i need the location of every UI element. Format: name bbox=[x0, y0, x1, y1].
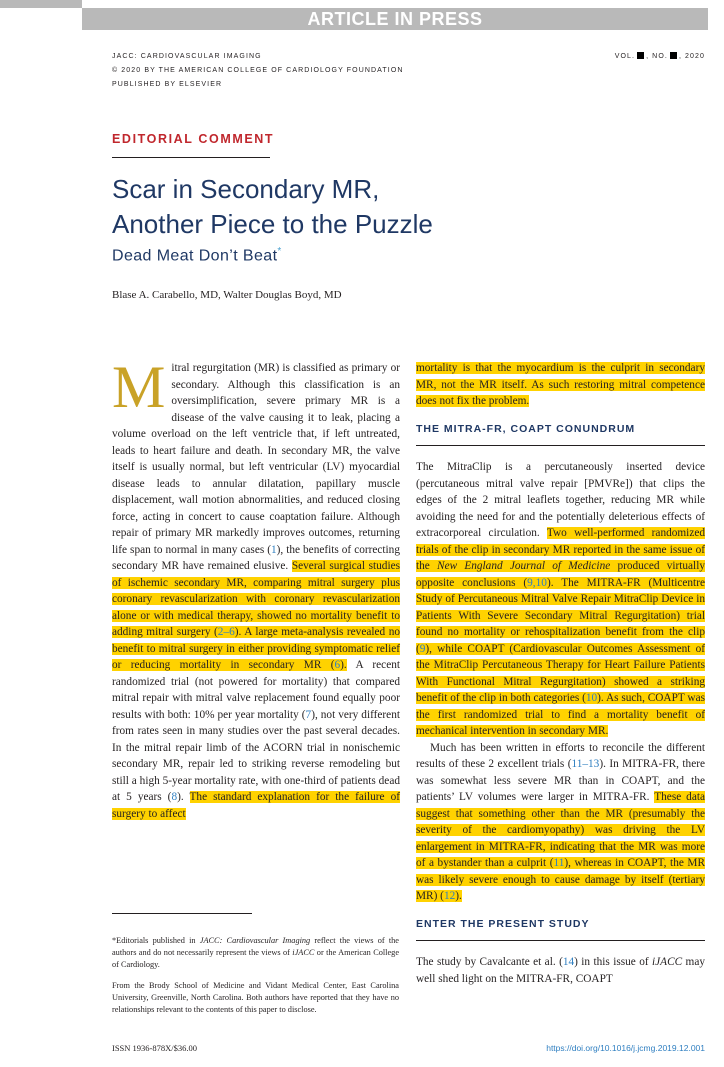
text-run: ). The MITRA-FR (Multicentre Study of Percutaneous Mitral Valve Repair MitraClip Device in Patients With Severe Secondary Mitral Regurgitation) trial found no mortality or rehospitalization benefit from the clip ( bbox=[416, 576, 705, 655]
reference-link[interactable]: 14 bbox=[562, 956, 575, 968]
text-run: ), whereas in COAPT, the MR was likely severe enough to cause damage by itself (tertiary MR) ( bbox=[416, 857, 705, 902]
journal-title: iJACC bbox=[652, 956, 683, 968]
volume-info bbox=[615, 50, 705, 64]
text-run: ). As such, COAPT was the first randomized trial to find a mortality benefit of mechanical intervention in secondary MR. bbox=[416, 692, 705, 737]
highlighted-text bbox=[416, 791, 705, 902]
banner-tab bbox=[0, 0, 82, 8]
year-label: , 2020 bbox=[678, 53, 705, 60]
journal-title: iJACC bbox=[292, 948, 315, 957]
text-run: ). bbox=[455, 890, 462, 902]
body-paragraph bbox=[416, 459, 705, 740]
footnote-divider bbox=[112, 913, 252, 914]
body-paragraph bbox=[416, 360, 705, 410]
text-run: may well shed light on the MITRA-FR, COAPT bbox=[416, 956, 705, 985]
highlighted-text: The standard explanation for the failure of surgery to affect bbox=[112, 791, 401, 820]
banner-text: ARTICLE IN PRESS bbox=[82, 8, 708, 30]
text-run: A recent randomized trial (not powered for mortality) that compared mitral repair with mitral valve replacement found equally poor results with both: 10% per year mortality ( bbox=[112, 659, 400, 721]
text-run: *Editorials published in bbox=[112, 936, 200, 945]
publisher-line: PUBLISHED BY ELSEVIER bbox=[112, 81, 223, 88]
no-label: , NO. bbox=[646, 53, 668, 60]
text-run: ), the benefits of correcting secondary MR have remained elusive. bbox=[112, 543, 400, 572]
text-run: produced virtually opposite conclusions ( bbox=[416, 560, 705, 589]
body-paragraph bbox=[416, 954, 705, 987]
footnote-affiliation: From the Brody School of Medicine and Vidant Medical Center, East Carolina University, Greenville, North Carolina. Both authors have reported that they have no relationships relevant to the contents of this paper to disclose. bbox=[112, 981, 399, 1014]
reference-link[interactable]: 2–6 bbox=[217, 626, 235, 638]
reference-link[interactable]: 12 bbox=[443, 890, 456, 902]
reference-link[interactable]: 11–13 bbox=[571, 758, 600, 770]
vol-label: VOL. bbox=[614, 53, 636, 60]
vol-placeholder-square bbox=[637, 52, 644, 59]
text-run: Much has been written in efforts to reconcile the different results of these 2 excellent trials ( bbox=[416, 741, 705, 770]
text-run: ), while COAPT (Cardiovascular Outcomes Assessment of the MitraClip Percutaneous Therapy for Heart Failure Patients With Functional Mitral Regurgitation) showed a striking benefit of the clip in both categories ( bbox=[416, 642, 705, 704]
article-subtitle bbox=[112, 246, 282, 265]
reference-link[interactable]: 10 bbox=[585, 692, 598, 704]
drop-cap: M bbox=[112, 354, 166, 420]
body-paragraph bbox=[416, 740, 705, 905]
article-title bbox=[112, 172, 433, 242]
no-placeholder-square bbox=[670, 52, 677, 59]
reference-link[interactable]: 9,10 bbox=[527, 576, 547, 589]
copyright-line: © 2020 BY THE AMERICAN COLLEGE OF CARDIOLOGY FOUNDATION bbox=[112, 67, 404, 74]
text-run: ). In MITRA-FR, there was somewhat less severe MR than in COAPT, and the patients’ LV volumes were larger in MITRA-FR. bbox=[416, 758, 705, 803]
subtitle-text: Dead Meat Don’t Beat bbox=[112, 247, 278, 265]
text-run: ). A large meta-analysis revealed no benefit to mitral surgery in either providing symptomatic relief or reducing mortality in secondary MR ( bbox=[112, 626, 400, 671]
journal-name: JACC: CARDIOVASCULAR IMAGING bbox=[112, 53, 262, 60]
issn-line: ISSN 1936-878X/$36.00 bbox=[112, 1043, 198, 1053]
footnote-editorial bbox=[112, 935, 399, 971]
reference-link[interactable]: 6 bbox=[334, 659, 341, 671]
section-heading-mitra-coapt: THE MITRA-FR, COAPT CONUNDRUM bbox=[416, 421, 705, 447]
reference-link[interactable]: 7 bbox=[305, 708, 312, 721]
journal-title: New England Journal of Medicine bbox=[437, 560, 611, 572]
text-run: or the American College of Cardiology. bbox=[112, 948, 400, 969]
reference-link[interactable]: 1 bbox=[271, 543, 277, 556]
title-line-2: Another Piece to the Puzzle bbox=[112, 209, 433, 239]
subtitle-footnote-mark[interactable]: * bbox=[277, 246, 282, 257]
text-run: Two well-performed randomized trials of the clip in secondary MR reported in the same issue of the bbox=[416, 527, 705, 572]
reference-link[interactable]: 8 bbox=[171, 791, 178, 803]
journal-meta bbox=[112, 50, 404, 92]
doi-link[interactable]: https://doi.org/10.1016/j.jcmg.2019.12.001 bbox=[546, 1043, 705, 1053]
left-column bbox=[112, 354, 401, 822]
text-run: reflect the views of the authors and do not necessarily represent the views of bbox=[112, 936, 399, 957]
highlighted-text bbox=[112, 560, 400, 671]
text-run: The study by Cavalcante et al. ( bbox=[416, 956, 563, 968]
text-run: ). bbox=[340, 659, 347, 671]
highlighted-text: mortality is that the myocardium is the culprit in secondary MR, not the MR itself. As such restoring mitral competence does not fix the problem. bbox=[416, 362, 705, 407]
article-in-press-banner bbox=[0, 0, 724, 32]
body-paragraph bbox=[112, 354, 401, 822]
text-run: itral regurgitation (MR) is classified as primary or secondary. Although this classification is an oversimplification, severe primary MR is a disease of the valve causing it to leak, placing a volume overload on the left ventricle that, if left untreated, leads to heart failure and death. In secondary MR, the valve itself is usually normal, but left ventricular (LV) myocardial disease leads to annular dilatation, papillary muscle displacement, wall motion abnormalities, and reduced closing force, acting in concert to cause coaptation failure. Although repair of primary MR markedly improves outcomes, returning life span to normal in many cases ( bbox=[112, 362, 400, 556]
text-run: These data suggest that something other than the MR (presumably the severity of the cardiomyopathy) was driving the LV enlargement in MITRA-FR, indicating that the MR was more of a bystander than a culprit ( bbox=[416, 791, 705, 869]
text-run: Several surgical studies of ischemic secondary MR, comparing mitral surgery plus coronary revascularization with coronary revascularization alone or with medical therapy, showed no mortality benefit to adding mitral surgery ( bbox=[112, 560, 400, 638]
reference-link[interactable]: 9 bbox=[419, 642, 426, 655]
text-run: ), not very different from rates seen in many studies over the past several decades. In the mitral repair limb of the ACORN trial in nonischemic secondary MR, repair led to striking reverse remodeling but still a high 5-year mortality rate, with one-third of patients dead at 5 years ( bbox=[112, 708, 400, 803]
text-run: ). bbox=[177, 791, 190, 803]
section-label: EDITORIAL COMMENT bbox=[112, 132, 275, 146]
section-divider bbox=[112, 157, 270, 158]
section-heading-present-study: ENTER THE PRESENT STUDY bbox=[416, 916, 705, 942]
text-run: ) in this issue of bbox=[574, 956, 653, 968]
journal-title: JACC: Cardiovascular Imaging bbox=[199, 936, 311, 945]
title-line-1: Scar in Secondary MR, bbox=[112, 174, 380, 204]
text-run: The MitraClip is a percutaneously inserted device (percutaneous mitral valve repair [PMVRe]) that clips the edges of the 2 mitral leaflets together, reducing MR while avoiding the need for and the potentially deleterious effects of extracorporeal circulation. bbox=[416, 461, 705, 539]
highlighted-text bbox=[416, 527, 705, 737]
author-list: Blase A. Carabello, MD, Walter Douglas Boyd, MD bbox=[112, 289, 342, 301]
right-column bbox=[416, 360, 705, 987]
reference-link[interactable]: 11 bbox=[553, 857, 565, 869]
